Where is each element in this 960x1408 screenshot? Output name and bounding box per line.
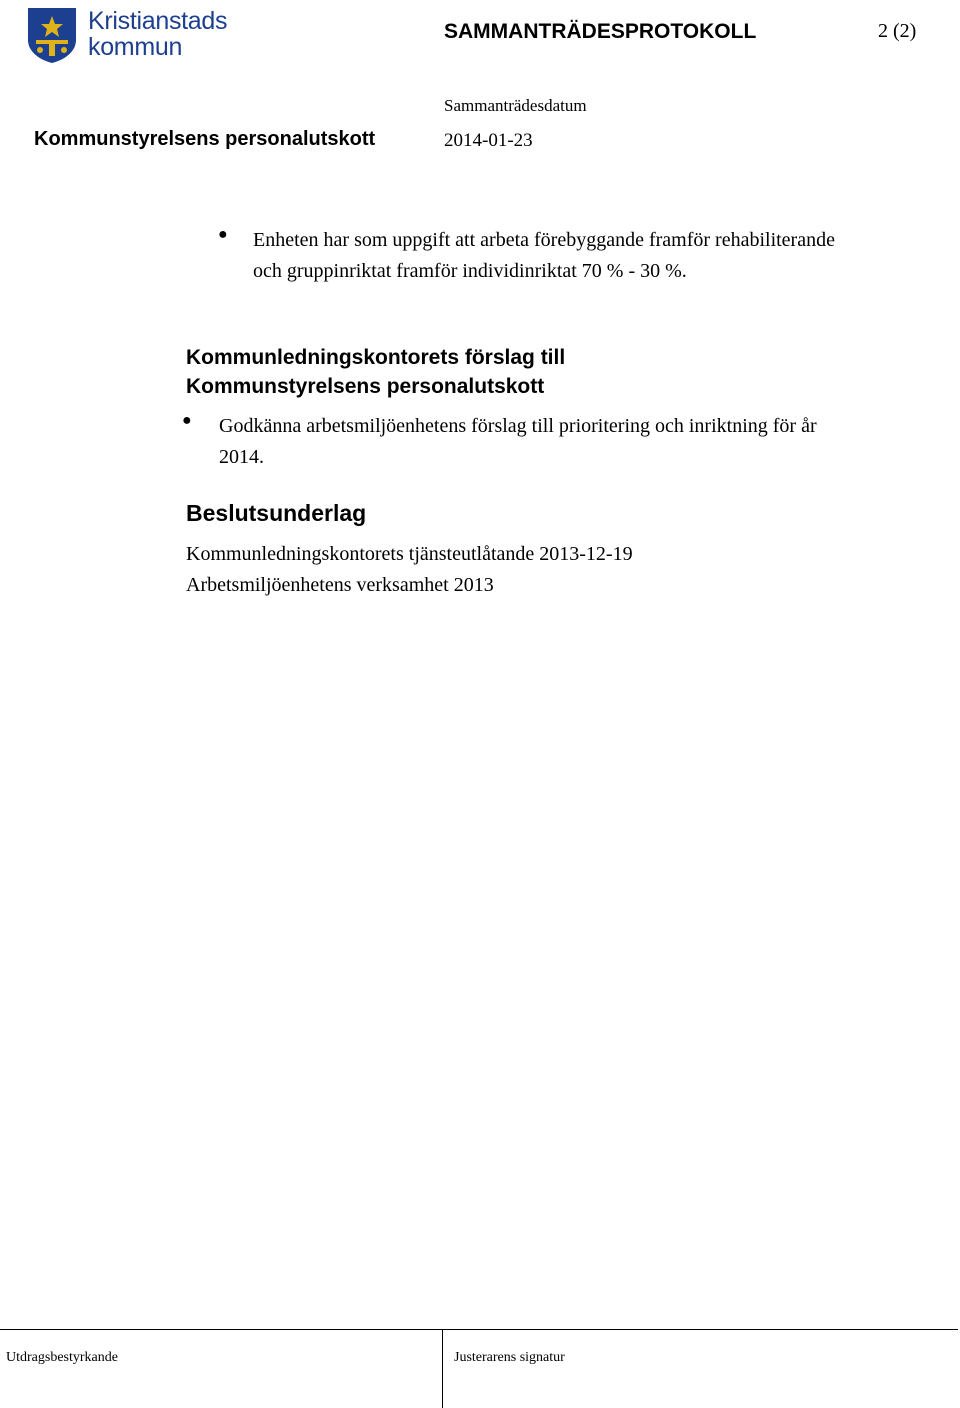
footer-column-divider — [442, 1329, 443, 1408]
certification-field-label: Utdragsbestyrkande — [6, 1350, 118, 1365]
bullet-paragraph: Enheten har som uppgift att arbeta förebyggande framför rehabiliterande och gruppinriktat framför individinriktat 70 % - 30 %. — [253, 229, 835, 282]
bullet-icon: ● — [182, 412, 192, 429]
bullet-icon: ● — [218, 226, 228, 243]
meeting-date: 2014-01-23 — [444, 130, 533, 151]
page-number: 2 (2) — [878, 20, 917, 42]
logo-line-2: kommun — [88, 33, 183, 61]
committee-name: Kommunstyrelsens personalutskott — [34, 128, 376, 150]
logo-wordmark — [88, 8, 227, 60]
adjuster-signature-label: Justerarens signatur — [454, 1350, 565, 1365]
proposal-bullet-text: Godkänna arbetsmiljöenhetens förslag till prioritering och inriktning för år 2014. — [219, 415, 817, 468]
proposal-heading — [186, 343, 886, 401]
document-title: SAMMANTRÄDESPROTOKOLL — [444, 20, 757, 43]
proposal-heading-line-2: Kommunstyrelsens personalutskott — [186, 375, 545, 398]
meeting-date-label: Sammanträdesdatum — [444, 96, 587, 115]
footer-divider — [0, 1329, 958, 1330]
logo-line-1: Kristianstads — [88, 7, 228, 35]
basis-list — [186, 539, 906, 600]
proposal-heading-line-1: Kommunledningskontorets förslag till — [186, 346, 566, 369]
municipality-logo — [26, 6, 226, 64]
basis-heading: Beslutsunderlag — [186, 500, 367, 526]
basis-item: Arbetsmiljöenhetens verksamhet 2013 — [186, 573, 494, 596]
coat-of-arms-icon — [26, 6, 78, 64]
basis-item: Kommunledningskontorets tjänsteutlåtande 2013-12-19 — [186, 543, 633, 565]
